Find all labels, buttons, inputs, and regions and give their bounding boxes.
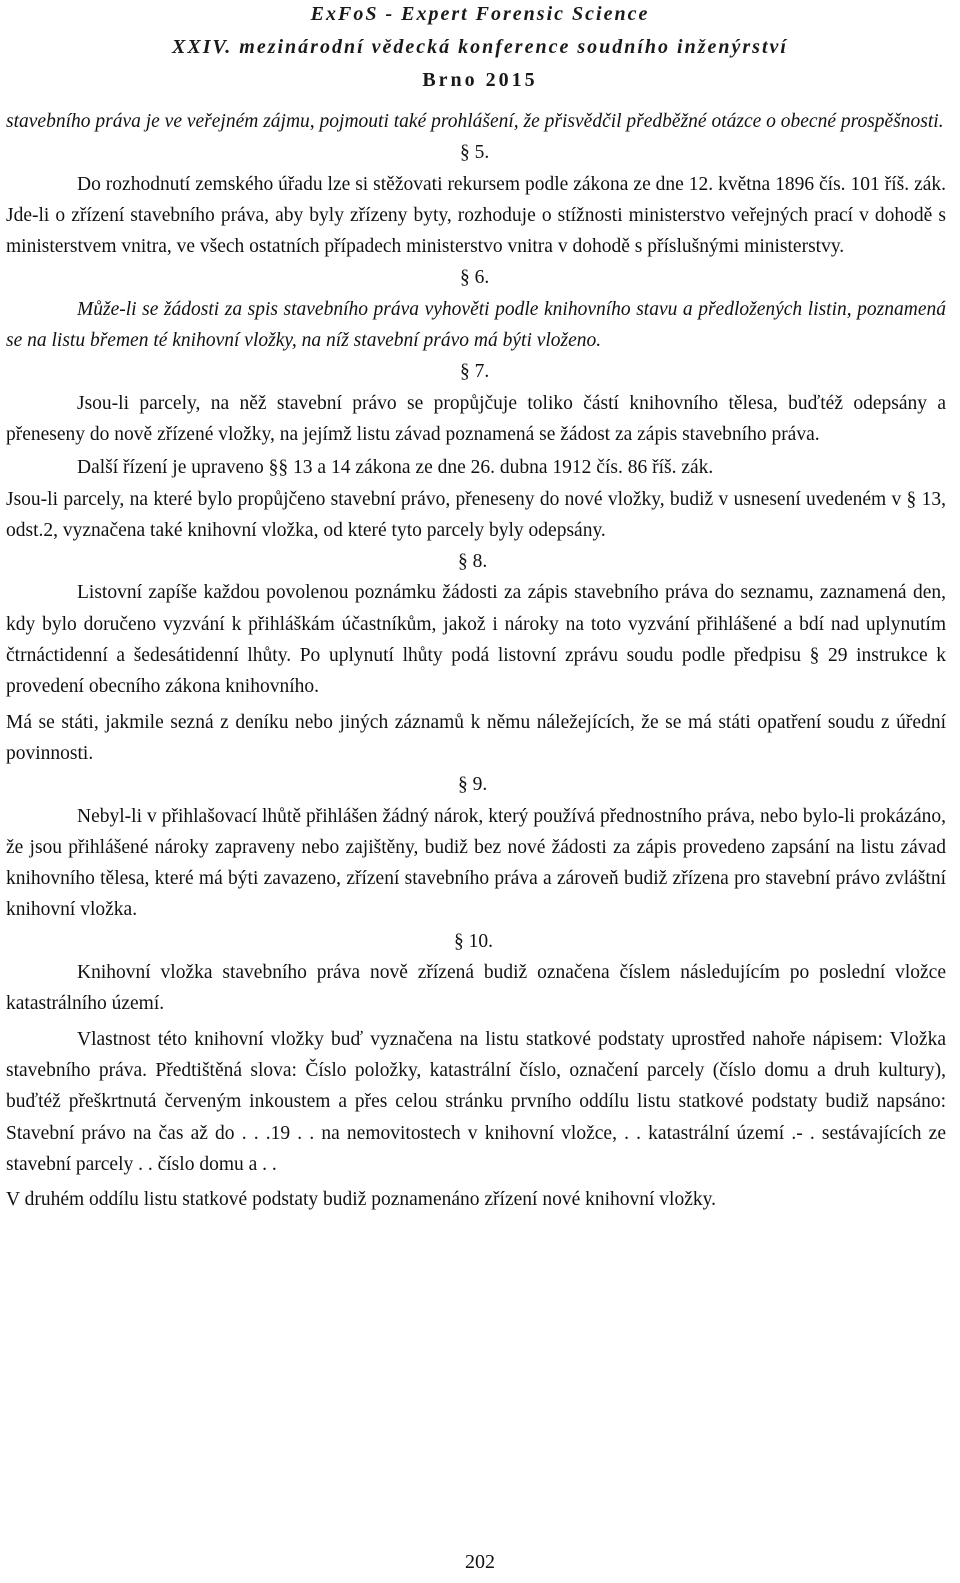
paragraph-10a: Knihovní vložka stavebního práva nově zřízená budiž označena číslem následujícím po poslední vložce katastrálního území. (6, 962, 946, 1015)
section-number: § 10. (454, 930, 493, 952)
section-number: § 5. (460, 142, 490, 164)
header-series-title: ExFoS - Expert Forensic Science (310, 3, 650, 25)
section-heading-5 (6, 137, 946, 168)
section-heading-8 (6, 546, 946, 577)
section-heading-7 (6, 356, 946, 387)
paragraph-10b: Vlastnost této knihovní vložky buď vyznačena na listu statkové podstaty uprostřed nahoře nápisem: Vložka stavebního práva. Předtištěná slova: Číslo položky, katastrální číslo, označení parcely (číslo domu a druh kultury), buďtéž přeškrtnutá červeným inkoustem a přes celou stránku prvního oddílu listu statkové podstaty budiž napsáno: Stavební právo na čas až do . . .19 . . na nemovitostech v knihovní vložce, . . katastrální území .- . sestávajících ze stavební parcely . . číslo domu a . . (6, 1028, 946, 1175)
section-number: § 7. (460, 361, 490, 383)
header-conference-title: XXIV. mezinárodní vědecká konference soudního inženýrství (172, 36, 788, 58)
paragraph-intro: stavebního práva je ve veřejném zájmu, pojmouti také prohlášení, že přisvědčil předběžné otázce o obecné prospěšnosti. (6, 111, 944, 132)
paragraph-7a: Jsou-li parcely, na něž stavební právo se propůjčuje toliko částí knihovního tělesa, buďtéž odepsány a přeneseny do nově zřízené vložky, na jejímž listu závad poznamená se žádost za zápis stavebního práva. (6, 392, 946, 445)
paragraph-7c: Jsou-li parcely, na které bylo propůjčeno stavební právo, přeneseny do nové vložky, budiž v usnesení uvedeném v § 13, odst.2, vyznačena také knihovní vložka, od které tyto parcely byly odepsány. (6, 488, 946, 541)
paragraph-5-part-b: Jde-li o zřízení stavebního práva, aby byly zřízeny byty, rozhoduje o stížnosti ministerstvo veřejných prací v dohodě s ministerstvem vnitra, ve všech ostatních případech ministerstvo vnitra v dohodě s příslušnými ministerstvy. (6, 204, 946, 258)
section-number: § 8. (458, 551, 488, 573)
paragraph-9: Nebyl-li v přihlašovací lhůtě přihlášen žádný nárok, který používá přednostního práva, nebo bylo-li prokázáno, že jsou přihlášené nároky zapraveny nebo zajištěny, budiž bez nové žádosti za zápis provedeno zapsání na listu závad knihovního tělesa, které má býti zavazeno, zřízení stavebního práva a zároveň budiž zřízena pro stavební právo zvláštní knihovní vložka. (6, 805, 946, 921)
section-number: § 9. (458, 774, 488, 796)
paragraph-10c: V druhém oddílu listu statkové podstaty budiž poznamenáno zřízení nové knihovní vložky. (6, 1189, 716, 1211)
header-place-year: Brno 2015 (422, 69, 538, 91)
paragraph-5 (6, 169, 946, 263)
paragraph-8a: Listovní zapíše každou povolenou poznámku žádosti za zápis stavebního práva do seznamu, zaznamená den, kdy bylo doručeno vyzvání k přihláškám účastníkům, jakož i nároky na toto vyzvání přihlášené a bdí nad uplynutím čtrnáctidenní a šedesátidenní lhůty. Po uplynutí lhůty podá listovní zprávu soudu podle předpisu § 29 instrukce k provedení obecního zákona knihovního. (6, 582, 946, 698)
section-heading-9 (6, 769, 946, 800)
section-number: § 6. (460, 267, 490, 289)
section-heading-10 (6, 926, 946, 957)
section-heading-6 (6, 262, 946, 293)
paragraph-6: Může-li se žádosti za spis stavebního práva vyhověti podle knihovního stavu a předložených listin, poznamená se na listu břemen té knihovní vložky, na níž stavební právo má býti vloženo. (6, 298, 946, 352)
paragraph-5-part-a: Do rozhodnutí zemského úřadu lze si stěžovati rekursem podle zákona ze dne 12. května 1896 čís. 101 říš. zák. (77, 173, 946, 195)
page-header (0, 0, 960, 94)
page-number: 202 (465, 1551, 495, 1573)
document-body (6, 106, 946, 1215)
paragraph-7b: Další řízení je upraveno §§ 13 a 14 zákona ze dne 26. dubna 1912 čís. 86 říš. zák. (77, 457, 714, 479)
paragraph-8b: Má se státi, jakmile sezná z deníku nebo jiných záznamů k němu náležejících, že se má státi opatření soudu z úřední povinnosti. (6, 711, 946, 764)
